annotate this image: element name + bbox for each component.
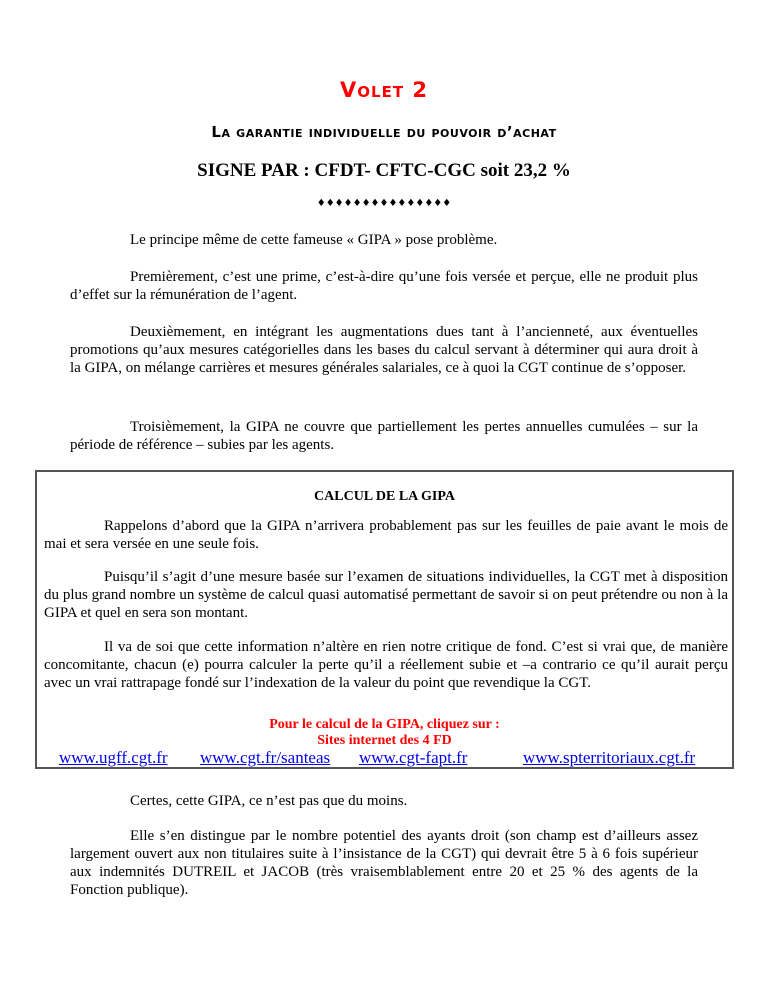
box-paragraph-3: Il va de soi que cette information n’altère en rien notre critique de fond. C’est si vrai que, de manière concomitante, chacun (e) pourra calculer la perte qu’il a réellement subie et –a contrario ce qu’il aurait perçu avec un vrai rattrapage fondé sur l’indexation de la valeur du point que revendique la CGT. <box>44 639 728 691</box>
link-fapt[interactable]: www.cgt-fapt.fr <box>359 748 468 767</box>
intro-paragraph-3: Deuxièmement, en intégrant les augmentations dues tant à l’ancienneté, aux éventuelles promotions qu’aux mesures catégorielles dans les bases du calcul servant à déterminer qui aura droit à la GIPA, on mélange carrières et mesures générales salariales, ce à quoi la CGT continue de s’opposer. <box>70 324 698 376</box>
cta-line-1: Pour le calcul de la GIPA, cliquez sur : <box>269 717 500 732</box>
gipa-call-to-action <box>37 717 732 749</box>
link-ugff[interactable]: www.ugff.cgt.fr <box>59 748 168 767</box>
intro-paragraph-2: Premièrement, c’est une prime, c’est-à-dire qu’une fois versée et perçue, elle ne produit plus d’effet sur la rémunération de l’agent. <box>70 269 698 303</box>
intro-paragraph-1: Le principe même de cette fameuse « GIPA » pose problème. <box>130 232 498 248</box>
cta-line-2: Sites internet des 4 FD <box>317 733 452 748</box>
box-paragraph-1: Rappelons d’abord que la GIPA n’arrivera probablement pas sur les feuilles de paie avant le mois de mai et sera versée en une seule fois. <box>44 518 728 552</box>
signatories-line: SIGNE PAR : CFDT- CFTC-CGC soit 23,2 % <box>197 160 571 181</box>
outro-paragraph-2: Elle s’en distingue par le nombre potentiel des ayants droit (son champ est d’ailleurs assez largement ouvert aux non titulaires suite à l’insistance de la CGT) qui devrait être 5 à 6 fois supérieur aux indemnités DUTREIL et JACOB (très vraisemblablement entre 20 et 25 % des agents de la Fonction publique). <box>70 828 698 898</box>
outro-paragraph-1: Certes, cette GIPA, ce n’est pas que du moins. <box>130 793 408 809</box>
diamond-divider: ♦♦♦♦♦♦♦♦♦♦♦♦♦♦♦ <box>316 198 452 209</box>
section-subtitle: La garantie individuelle du pouvoir d’achat <box>211 123 557 141</box>
link-spterritoriaux[interactable]: www.spterritoriaux.cgt.fr <box>523 748 696 767</box>
link-santeas[interactable]: www.cgt.fr/santeas <box>200 748 331 767</box>
box-paragraph-2: Puisqu’il s’agit d’une mesure basée sur l’examen de situations individuelles, la CGT met à disposition du plus grand nombre un système de calcul quasi automatisé permettant de savoir si on peut prétendre ou non à la GIPA et quel en sera son montant. <box>44 569 728 621</box>
box-title: CALCUL DE LA GIPA <box>314 489 455 504</box>
gipa-calculation-box <box>35 470 734 769</box>
volet-title: Volet 2 <box>340 78 428 102</box>
intro-paragraph-4: Troisièmement, la GIPA ne couvre que partiellement les pertes annuelles cumulées – sur la période de référence – subies par les agents. <box>70 419 698 453</box>
